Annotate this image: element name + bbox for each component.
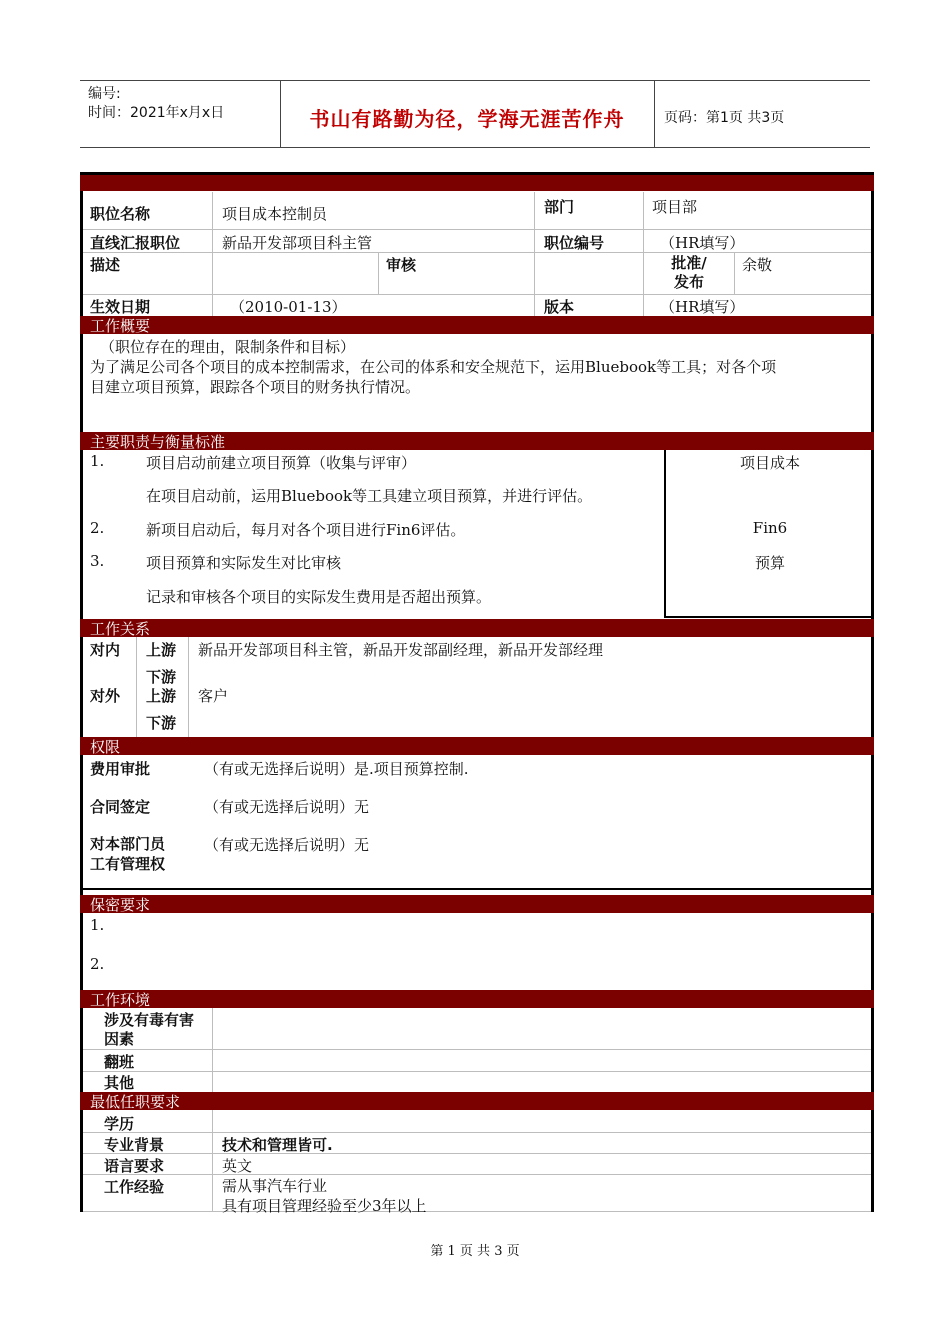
version-value: （HR填写） (660, 298, 745, 316)
section-duties-title: 主要职责与衡量标准 (80, 432, 874, 450)
effective-date-label: 生效日期 (90, 298, 151, 316)
contract-signing-value: （有或无选择后说明）无 (204, 798, 370, 816)
overtime-label: 翻班 (104, 1053, 135, 1071)
experience-value: 需从事汽车行业 具有项目管理经验至少3年以上 (222, 1177, 427, 1215)
duty-measure: 项目成本 (739, 454, 800, 472)
duty-number: 3. (90, 552, 105, 570)
education-label: 学历 (104, 1115, 135, 1133)
language-label: 语言要求 (104, 1157, 165, 1175)
page-footer: 第 1 页 共 3 页 (430, 1244, 520, 1259)
duty-text: 新项目启动后，每月对各个项目进行Fin6评估。 (146, 521, 466, 539)
section-confidential-title: 保密要求 (80, 895, 874, 913)
motto: 书山有路勤为径，学海无涯苦作舟 (309, 107, 625, 131)
section-environment-title: 工作环境 (80, 990, 874, 1008)
internal-upstream-label: 上游 (146, 641, 177, 659)
hazard-label: 涉及有毒有害 因素 (104, 1011, 195, 1048)
approve-value: 余敬 (742, 256, 773, 274)
contract-signing-label: 合同签定 (90, 798, 151, 816)
duty-number: 2. (90, 519, 105, 537)
internal-label: 对内 (90, 641, 121, 659)
overview-line-1: 为了满足公司各个项目的成本控制需求，在公司的体系和安全规范下，运用Bluebook等工具；对各个项 (90, 358, 777, 376)
top-bar (80, 175, 874, 191)
position-code-label: 职位编号 (544, 234, 605, 252)
internal-value: 新品开发部项目科主管，新品开发部副经理，新品开发部经理 (198, 641, 604, 659)
overview-line-2: 目建立项目预算，跟踪各个项目的财务执行情况。 (90, 378, 421, 396)
page-header (80, 80, 870, 148)
other-label: 其他 (104, 1074, 135, 1092)
staff-management-label: 对本部门员 工有管理权 (90, 835, 166, 873)
number-label: 编号: (88, 86, 121, 102)
expense-approval-label: 费用审批 (90, 760, 151, 778)
external-label: 对外 (90, 687, 121, 705)
page-info: 页码：第1页 共3页 (664, 110, 785, 126)
review-label: 审核 (386, 256, 417, 274)
duty-text: 记录和审核各个项目的实际发生费用是否超出预算。 (146, 588, 492, 606)
position-title-label: 职位名称 (90, 205, 151, 223)
major-label: 专业背景 (104, 1136, 165, 1154)
duty-number: 1. (90, 452, 105, 470)
overview-hint: （职位存在的理由，限制条件和目标） (100, 338, 356, 356)
staff-management-value: （有或无选择后说明）无 (204, 836, 370, 854)
version-label: 版本 (544, 298, 575, 316)
position-title-value: 项目成本控制员 (222, 205, 328, 223)
major-value: 技术和管理皆可. (222, 1136, 333, 1154)
section-authority-title: 权限 (80, 737, 874, 755)
external-downstream-label: 下游 (146, 714, 177, 732)
position-code-value: （HR填写） (660, 234, 745, 252)
confidential-item-2: 2. (90, 955, 105, 973)
confidential-item-1: 1. (90, 916, 105, 934)
effective-date-value: （2010-01-13） (230, 298, 347, 316)
department-label: 部门 (544, 198, 575, 216)
description-label: 描述 (90, 256, 121, 274)
approve-label: 批准/ 发布 (671, 254, 707, 291)
section-requirements-title: 最低任职要求 (80, 1092, 874, 1110)
duty-measure: 预算 (754, 554, 785, 572)
internal-downstream-label: 下游 (146, 668, 177, 686)
external-upstream-label: 上游 (146, 687, 177, 705)
experience-label: 工作经验 (104, 1178, 165, 1196)
duty-text: 项目启动前建立项目预算（收集与评审） (146, 454, 417, 472)
header-meta (88, 85, 224, 123)
duty-measure: Fin6 (752, 519, 788, 537)
department-value: 项目部 (652, 198, 698, 216)
section-overview-title: 工作概要 (80, 316, 874, 334)
language-value: 英文 (222, 1157, 253, 1175)
report-to-label: 直线汇报职位 (90, 234, 181, 252)
section-relations-title: 工作关系 (80, 619, 874, 637)
report-to-value: 新品开发部项目科主管 (222, 234, 373, 252)
time-label: 时间：2021年x月x日 (88, 105, 225, 121)
expense-approval-value: （有或无选择后说明）是.项目预算控制. (204, 760, 469, 778)
duty-text: 在项目启动前，运用Bluebook等工具建立项目预算，并进行评估。 (146, 487, 593, 505)
external-value: 客户 (198, 687, 229, 705)
duty-text: 项目预算和实际发生对比审核 (146, 554, 342, 572)
